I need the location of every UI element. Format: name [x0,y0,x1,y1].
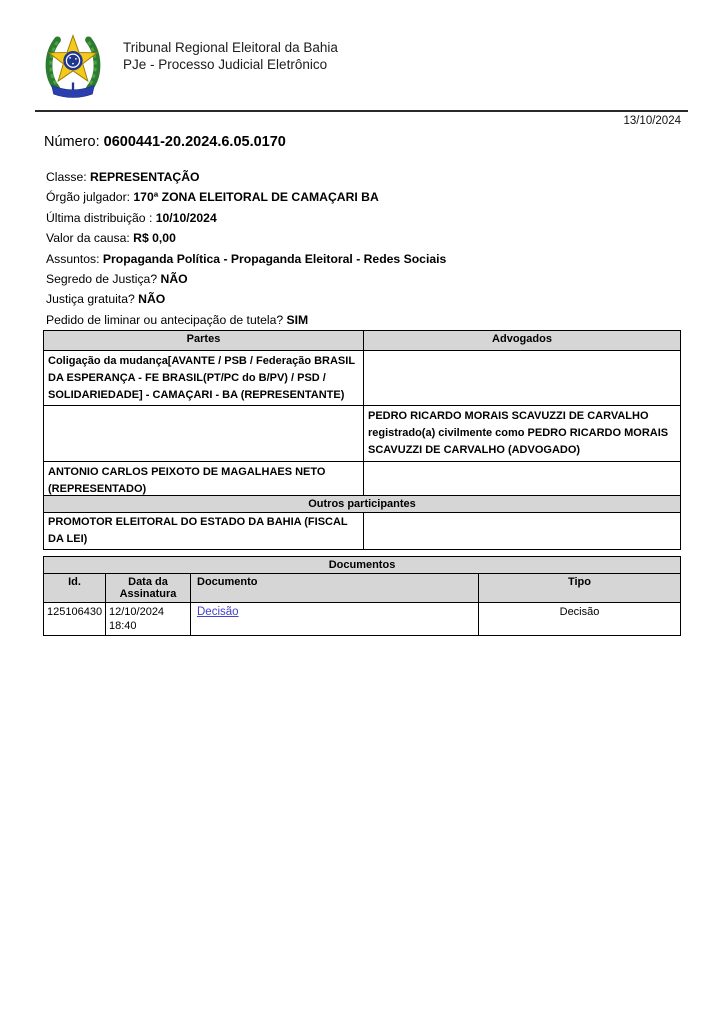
field-valor-da-causa [46,228,446,248]
field-label: Pedido de liminar ou antecipação de tutela? [46,312,287,327]
page-header [42,30,338,102]
table-row [44,406,681,461]
data-assinatura-cell: 12/10/2024 18:40 [106,603,191,636]
field-value: 10/10/2024 [155,210,217,225]
parte-cell: Coligação da mudança[AVANTE / PSB / Federação BRASIL DA ESPERANÇA - FE BRASIL(PT/PC do B/PV) / PSD / SOLIDARIEDADE] - CAMAÇARI - BA (REPRESENTANTE) [44,351,364,406]
field-label: Órgão julgador: [46,190,134,205]
documentos-section-header: Documentos [44,557,681,574]
field-orgao-julgador [46,187,446,207]
documentos-table [43,556,681,636]
field-pedido-liminar [46,310,446,330]
id-column-header: Id. [44,574,106,603]
data-assinatura-column-header: Data da Assinatura [106,574,191,603]
documento-link[interactable]: Decisão [197,606,239,618]
field-segredo-justica [46,269,446,289]
process-fields [46,167,446,330]
field-label: Segredo de Justiça? [46,272,161,287]
org-name: Tribunal Regional Eleitoral da Bahia [123,40,338,55]
process-number-label: Número: [44,134,104,150]
field-label: Última distribuição : [46,210,156,225]
field-label: Justiça gratuita? [46,292,139,307]
org-title-block [123,39,338,73]
partes-table [43,330,681,500]
field-label: Valor da causa: [46,231,134,246]
tipo-cell: Decisão [479,603,681,636]
header-divider [35,110,688,112]
table-row [44,603,681,636]
outros-participantes-header: Outros participantes [44,496,681,513]
field-justica-gratuita [46,289,446,309]
partes-column-header: Partes [44,331,364,351]
parte-cell [44,406,364,461]
partes-header-row [44,331,681,351]
field-ultima-distribuicao [46,208,446,228]
advogado-cell [364,351,681,406]
field-value: 170ª ZONA ELEITORAL DE CAMAÇARI BA [133,190,379,205]
tipo-column-header: Tipo [479,574,681,603]
field-value: NÃO [160,272,188,287]
brasao-republica-icon [42,30,104,102]
field-label: Assuntos: [46,251,103,266]
documento-cell [191,603,479,636]
field-assuntos [46,249,446,269]
field-value: REPRESENTAÇÃO [90,170,200,184]
advogados-column-header: Advogados [364,331,681,351]
outros-header-row [44,496,681,513]
app-name: PJe - Processo Judicial Eletrônico [123,57,328,72]
documentos-header-row [44,574,681,603]
documentos-title-row [44,557,681,574]
field-value: Propaganda Política - Propaganda Eleitoral - Redes Sociais [102,251,447,266]
table-row [44,351,681,406]
process-number: 0600441-20.2024.6.05.0170 [103,134,286,150]
field-value: R$ 0,00 [133,231,176,246]
field-label: Classe: [46,170,91,184]
table-row [44,513,681,550]
advogado-cell: PEDRO RICARDO MORAIS SCAVUZZI DE CARVALHO registrado(a) civilmente como PEDRO RICARDO MORAIS SCAVUZZI DE CARVALHO (ADVOGADO) [364,406,681,461]
documento-id-cell: 125106430 [44,603,106,636]
documento-column-header: Documento [191,574,479,603]
parte-cell: ANTONIO CARLOS PEIXOTO DE MAGALHAES NETO (REPRESENTADO) [44,461,364,500]
process-number-line [44,134,286,150]
advogado-cell [364,513,681,550]
outros-participantes-table [43,495,681,550]
print-date: 13/10/2024 [623,115,681,127]
field-value: NÃO [138,292,166,307]
participante-cell: PROMOTOR ELEITORAL DO ESTADO DA BAHIA (FISCAL DA LEI) [44,513,364,550]
field-classe [46,167,446,187]
field-value: SIM [286,312,309,327]
